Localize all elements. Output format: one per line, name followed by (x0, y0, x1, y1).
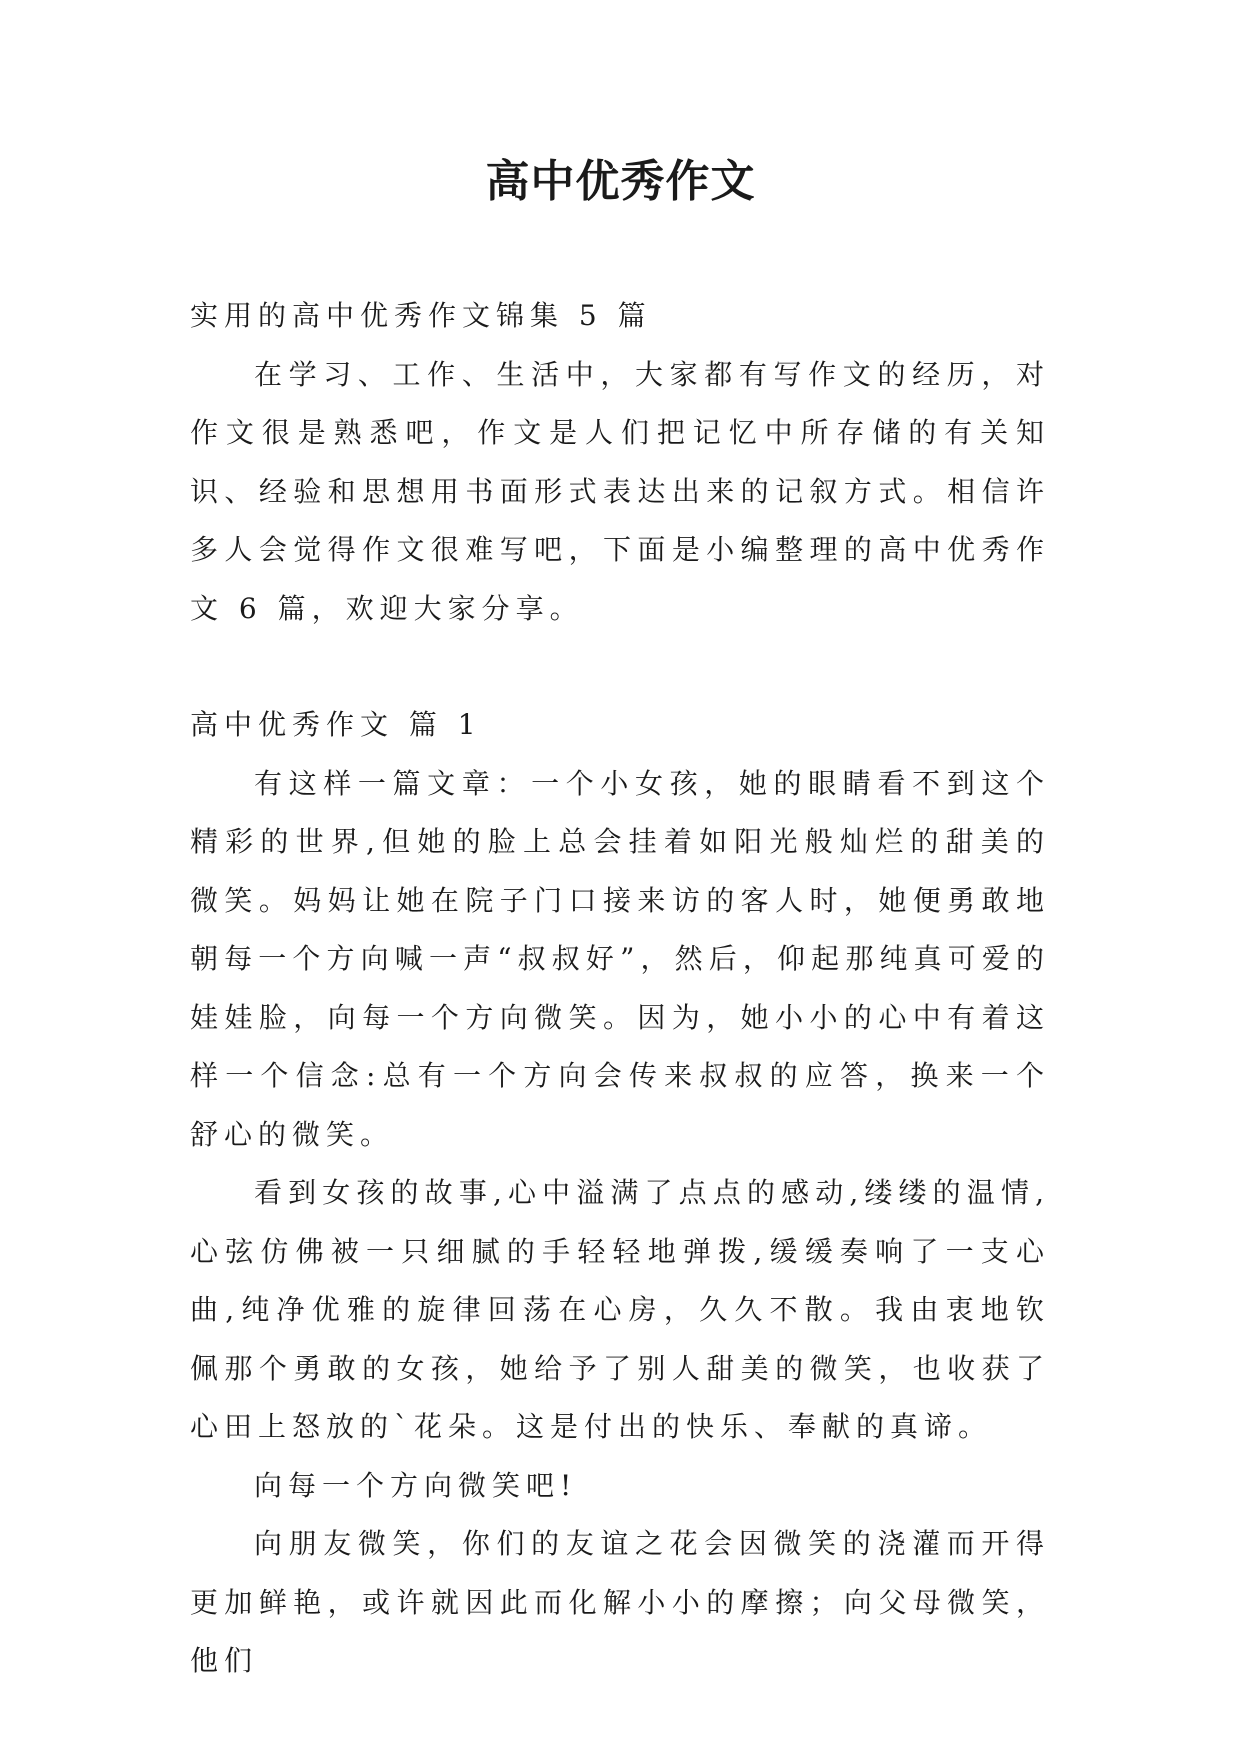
body-paragraph: 向每一个方向微笑吧! (254, 1468, 578, 1502)
document-body (190, 287, 1050, 1691)
body-paragraph: 看到女孩的故事,心中溢满了点点的感动,缕缕的温情,心弦仿佛被一只细腻的手轻轻地弹拨,缓缓奏响了一支心曲,纯净优雅的旋律回荡在心房，久久不散。我由衷地钦佩那个勇敢的女孩，她给予了别人甜美的微笑，也收获了心田上怒放的`花朵。这是付出的快乐、奉献的真谛。 (190, 1176, 1050, 1443)
section-heading: 高中优秀作文 篇 1 (190, 708, 482, 741)
body-paragraph: 有这样一篇文章：一个小女孩，她的眼睛看不到这个精彩的世界,但她的脸上总会挂着如阳光般灿烂的甜美的微笑。妈妈让她在院子门口接来访的客人时，她便勇敢地朝每一个方向喊一声“叔叔好”，然后，仰起那纯真可爱的娃娃脸，向每一个方向微笑。因为，她小小的心中有着这样一个信念:总有一个方向会传来叔叔的应答，换来一个舒心的微笑。 (190, 766, 1050, 1151)
document-title: 高中优秀作文 (485, 156, 756, 207)
body-paragraph: 向朋友微笑，你们的友谊之花会因微笑的浇灌而开得更加鲜艳，或许就因此而化解小小的摩擦；向父母微笑，他们 (190, 1527, 1050, 1677)
document-subtitle: 实用的高中优秀作文锦集 5 篇 (190, 299, 652, 332)
intro-paragraph: 在学习、工作、生活中，大家都有写作文的经历，对作文很是熟悉吧，作文是人们把记忆中所存储的有关知识、经验和思想用书面形式表达出来的记叙方式。相信许多人会觉得作文很难写吧，下面是小编整理的高中优秀作文 6 篇，欢迎大家分享。 (190, 357, 1050, 625)
